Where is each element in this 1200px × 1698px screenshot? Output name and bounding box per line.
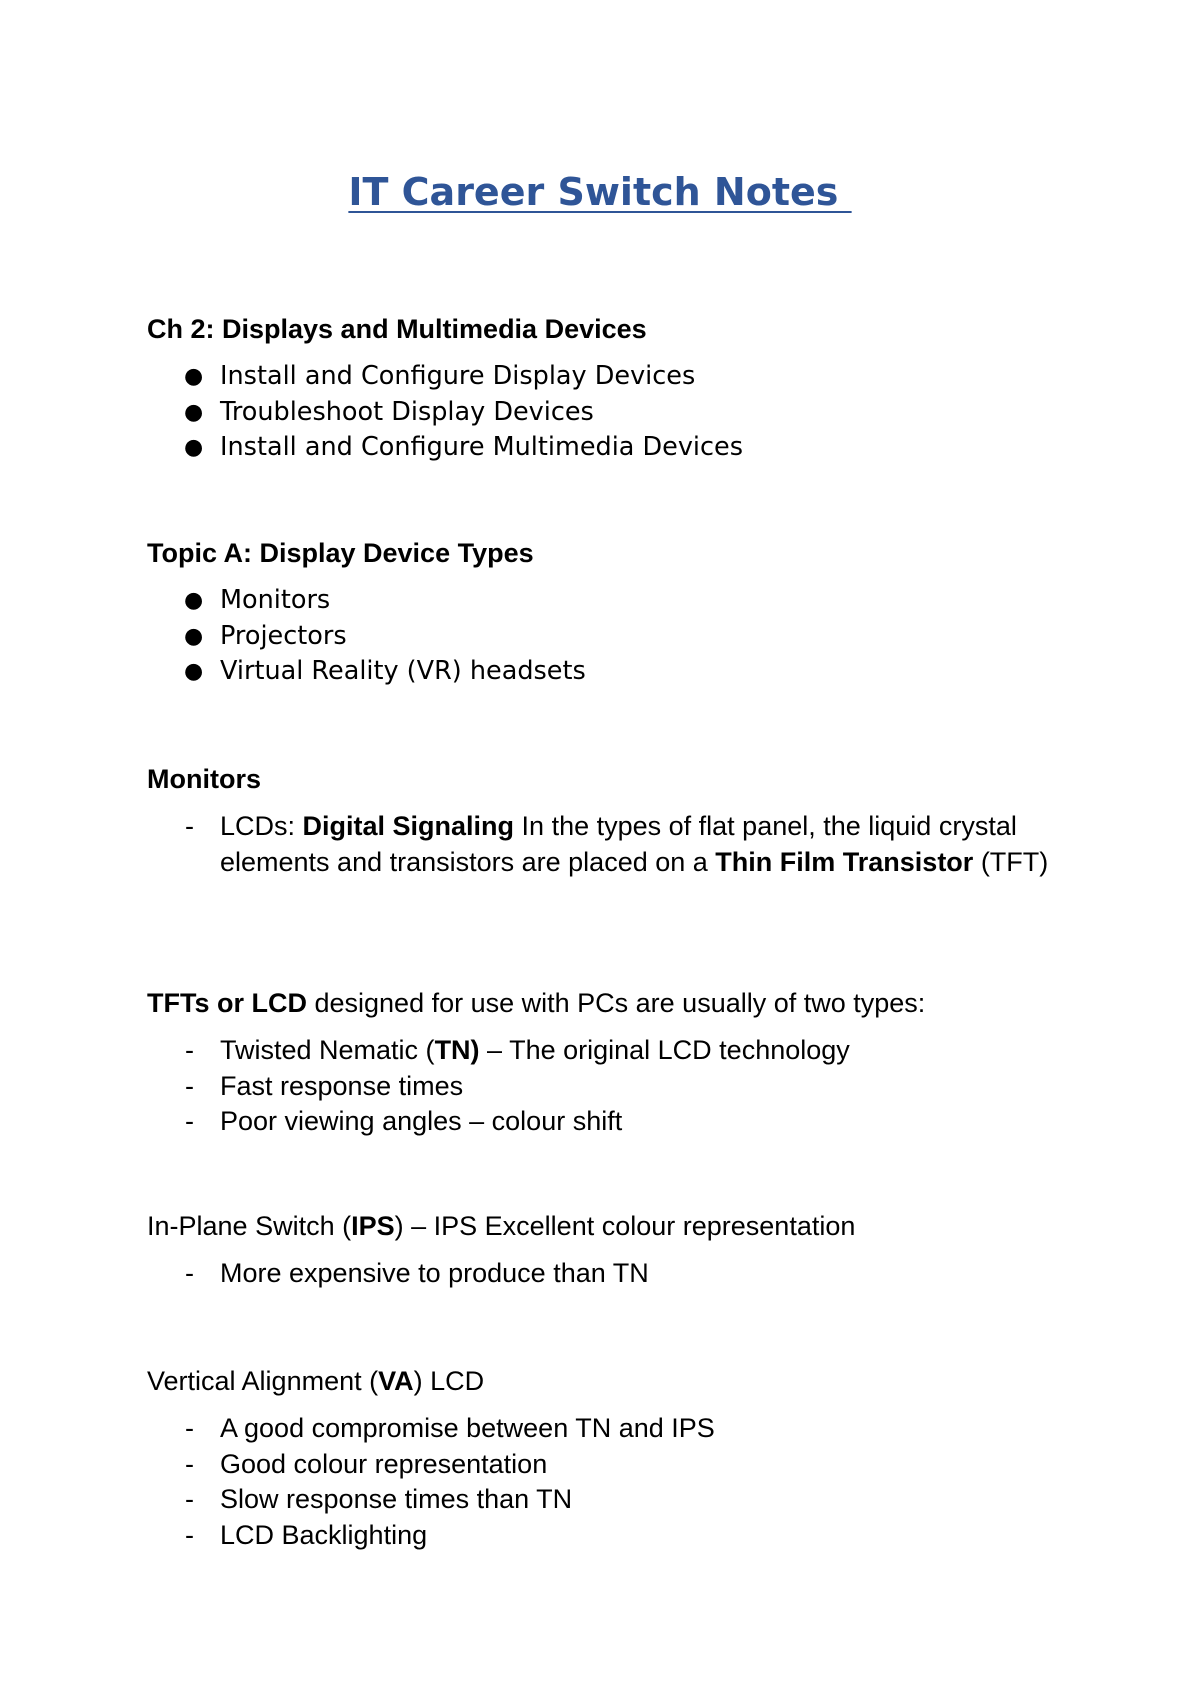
list-item-text: Poor viewing angles – colour shift — [220, 1106, 623, 1136]
dash-marker: - — [185, 1106, 194, 1136]
document-title — [0, 168, 1200, 216]
list-item-text: LCD Backlighting — [220, 1519, 428, 1550]
section-va — [147, 1363, 1097, 1553]
section-ch2 — [147, 311, 1097, 466]
tn-bold-term: TN) — [434, 1035, 480, 1065]
section-monitors — [147, 761, 1097, 880]
lcd-description: In the types of flat panel, the liquid crystal elements and transistors are placed on a — [220, 811, 1017, 877]
section-ips — [147, 1208, 1097, 1292]
list-item-text: Troubleshoot Display Devices — [220, 396, 594, 427]
va-suffix: ) LCD — [413, 1366, 485, 1396]
list-item-text: Projectors — [220, 620, 347, 651]
list-item — [147, 654, 1097, 690]
list-item — [147, 1256, 1097, 1292]
bullet-marker: ● — [184, 623, 204, 649]
list-item-text: More expensive to produce than TN — [220, 1258, 649, 1288]
list-item — [147, 1069, 1097, 1105]
list-item — [147, 395, 1097, 431]
dash-marker: - — [185, 1484, 194, 1514]
list-item-text: A good compromise between TN and IPS — [220, 1413, 715, 1443]
bullet-marker: ● — [184, 399, 204, 425]
dash-list — [147, 1256, 1097, 1292]
dash-marker: - — [185, 1448, 194, 1479]
list-item — [147, 1518, 1097, 1554]
section-topic-a — [147, 535, 1097, 690]
list-item-text: Install and Configure Display Devices — [220, 361, 696, 391]
bullet-list — [147, 583, 1097, 690]
list-item-text: Virtual Reality (VR) headsets — [220, 656, 586, 686]
dash-marker: - — [185, 1413, 194, 1443]
list-item-text: Monitors — [220, 585, 331, 615]
dash-list — [147, 1411, 1097, 1553]
section-heading: Monitors — [147, 764, 261, 794]
list-item — [147, 619, 1097, 655]
list-item-text: Good colour representation — [220, 1448, 548, 1479]
tft-bold-term: Thin Film Transistor — [715, 846, 974, 877]
dash-marker: - — [185, 1070, 194, 1101]
tn-prefix: Twisted Nematic ( — [220, 1035, 435, 1065]
list-item — [147, 359, 1097, 395]
tn-suffix: – The original LCD technology — [479, 1035, 850, 1065]
document-title-text: IT Career Switch Notes — [348, 170, 852, 214]
section-heading: Topic A: Display Device Types — [147, 538, 534, 568]
lcd-prefix: LCDs: — [220, 811, 303, 841]
tft-bold-term: TFTs or LCD — [147, 988, 307, 1018]
bullet-list — [147, 359, 1097, 466]
dash-list — [147, 809, 1097, 880]
va-prefix: Vertical Alignment ( — [147, 1366, 379, 1396]
dash-marker: - — [185, 1035, 194, 1065]
list-item — [147, 430, 1097, 466]
list-item-text: Slow response times than TN — [220, 1484, 573, 1514]
bullet-marker: ● — [184, 435, 204, 460]
ips-suffix: ) – IPS Excellent colour representation — [394, 1211, 856, 1241]
bullet-marker: ● — [184, 364, 204, 389]
va-bold-term: VA — [378, 1366, 414, 1396]
section-heading: Ch 2: Displays and Multimedia Devices — [147, 314, 647, 344]
list-item-text: Fast response times — [220, 1070, 464, 1101]
dash-list — [147, 1033, 1097, 1140]
list-item — [147, 1447, 1097, 1483]
tft-intro — [147, 985, 1097, 1021]
list-item — [147, 1104, 1097, 1140]
dash-marker: - — [185, 1519, 194, 1550]
section-tft — [147, 985, 1097, 1140]
tft-intro-text: designed for use with PCs are usually of two types: — [306, 988, 926, 1018]
dash-marker: - — [185, 1258, 194, 1288]
lcd-bold-term: Digital Signaling — [302, 811, 515, 841]
list-item — [147, 583, 1097, 619]
list-item — [147, 1033, 1097, 1069]
list-item-text: Install and Configure Multimedia Devices — [220, 432, 743, 462]
bullet-marker: ● — [184, 588, 204, 613]
ips-intro — [147, 1208, 1097, 1244]
bullet-marker: ● — [184, 659, 204, 684]
ips-prefix: In-Plane Switch ( — [147, 1211, 352, 1241]
lcd-suffix: (TFT) — [973, 846, 1049, 877]
list-item — [147, 809, 1097, 880]
ips-bold-term: IPS — [351, 1211, 395, 1241]
list-item — [147, 1411, 1097, 1447]
dash-marker: - — [185, 811, 194, 841]
list-item — [147, 1482, 1097, 1518]
va-intro — [147, 1363, 1097, 1399]
